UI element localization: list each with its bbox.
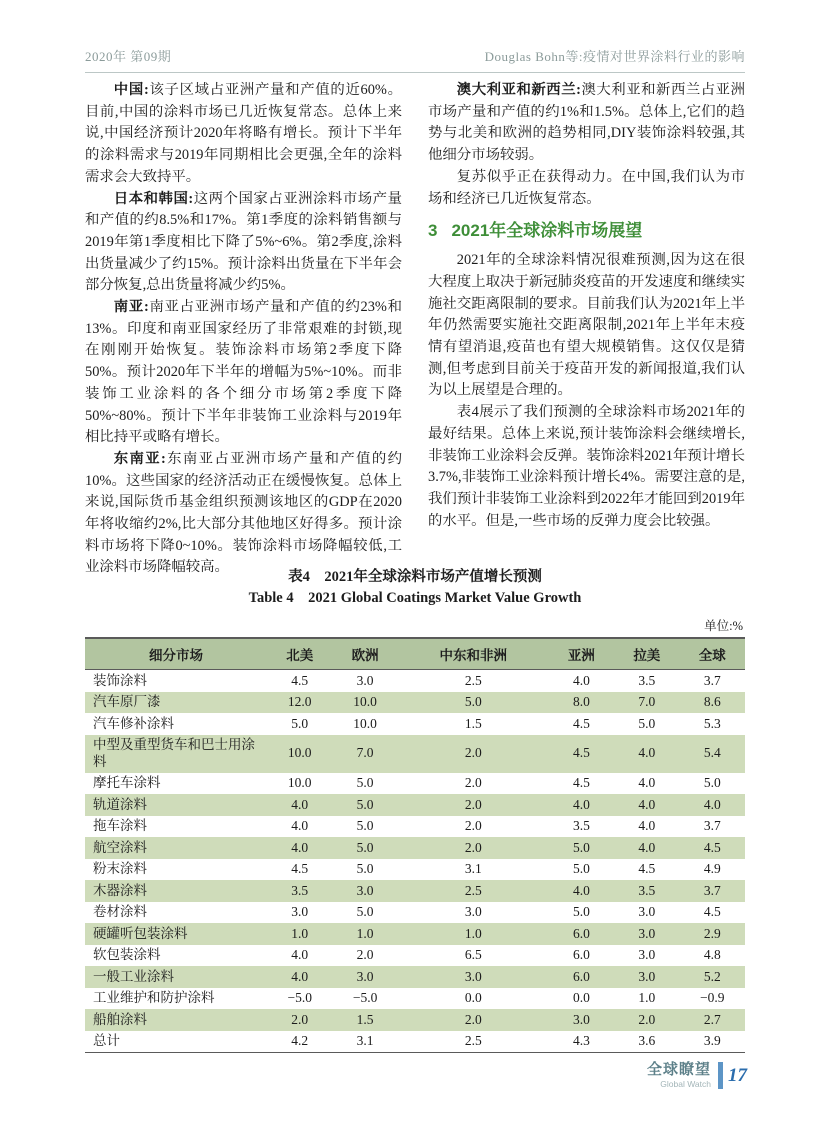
value-cell: 4.9 [703, 861, 721, 876]
paragraph-lead: 南亚: [113, 299, 149, 316]
value-cell: 5.0 [572, 861, 590, 876]
paragraph-outlook-2: 表4展示了我们预测的全球涂料市场2021年的最好结果。总体上来说,预计装饰涂料会继续增长,非装饰工业涂料会反弹。装饰涂料2021年预计增长3.7%,非装饰工业涂料预计增长4%。需要注意的是,我们预计非装饰工业涂料到2022年才能回到2019年的水平。但是,一些市场的反弹力度会比较强。 [428, 404, 745, 529]
value-cell: 10.0 [287, 775, 312, 790]
value-cell: 3.0 [638, 925, 656, 941]
value-cell: 3.0 [464, 968, 482, 984]
table-title-en: Table 4 2021 Global Coatings Market Value Growth [248, 590, 582, 606]
section-heading [428, 219, 745, 243]
left-column [85, 80, 402, 579]
value-cell: 5.0 [464, 694, 482, 709]
footer-brand-en: Global Watch [660, 1079, 711, 1090]
value-cell: 3.0 [356, 968, 374, 984]
paragraph-southeast-asia [85, 449, 402, 579]
segment-cell: 卷材涂料 [93, 904, 147, 919]
section-title: 2021年全球涂料市场展望 [451, 221, 643, 241]
value-cell: 4.0 [638, 796, 656, 812]
footer-accent-bar [718, 1062, 723, 1089]
value-cell: 4.5 [291, 861, 309, 876]
value-cell: 4.8 [703, 947, 721, 962]
paragraph-outlook-1: 2021年的全球涂料情况很难预测,因为这在很大程度上取决于新冠肺炎疫苗的开发速度和继续实施社交距离限制的要求。目前我们认为2021年上半年仍然需要实施社交距离限制,2021年上半年末疫情有望消退,疫苗也有望大规模销售。这仅仅是猜测,但考虑到目前关于疫苗开发的新闻报道,我们认为以上展望是合理的。 [428, 252, 745, 399]
footer-brand [647, 1062, 711, 1089]
value-cell: 5.2 [703, 968, 721, 984]
segment-cell: 轨道涂料 [93, 796, 147, 812]
page-number: 17 [728, 1064, 747, 1086]
value-cell: 10.0 [353, 694, 377, 709]
segment-cell: 硬罐听包装涂料 [93, 925, 188, 941]
value-cell: 1.0 [356, 925, 374, 941]
page-footer [647, 1062, 747, 1089]
value-cell: 7.0 [638, 694, 656, 709]
value-cell: 5.3 [703, 715, 721, 731]
value-cell: 4.0 [291, 796, 309, 812]
section-number: 3 [428, 221, 438, 241]
value-cell: 2.7 [703, 1011, 721, 1027]
value-cell: 6.0 [572, 947, 590, 962]
segment-cell: 船舶涂料 [93, 1011, 147, 1027]
paragraph-south-asia [85, 297, 402, 449]
segment-cell: 中型及重型货车和巴士用涂料 [93, 737, 255, 769]
value-cell: 5.0 [356, 818, 374, 833]
table-row [85, 735, 745, 773]
table-section [85, 568, 745, 1053]
value-cell: 4.5 [291, 672, 309, 688]
value-cell: 2.0 [464, 796, 482, 812]
value-cell: 3.0 [638, 904, 656, 919]
value-cell: −0.9 [700, 990, 725, 1005]
paragraph-text: 南亚占亚洲市场产量和产值的约23%和13%。印度和南亚国家经历了非常艰难的封锁,现在刚刚开始恢复。装饰涂料市场第2季度下降50%。预计2020年下半年的增幅为5%~10%。而非装饰工业涂料的各个细分市场第2季度下降50%~80%。预计下半年非装饰工业涂料与2019年相比持平或略有增长。 [85, 299, 402, 446]
segment-cell: 装饰涂料 [93, 672, 147, 688]
value-cell: 1.5 [356, 1011, 374, 1027]
table-body [85, 670, 745, 1053]
value-cell: 5.0 [356, 796, 374, 812]
value-cell: 3.0 [356, 672, 374, 688]
value-cell: 4.0 [638, 775, 656, 790]
segment-cell: 软包装涂料 [93, 947, 161, 962]
table-row [85, 880, 745, 902]
value-cell: 4.0 [638, 745, 656, 761]
table-row [85, 837, 745, 859]
value-cell: 2.0 [464, 839, 482, 855]
value-cell: 2.0 [291, 1011, 309, 1027]
paragraph-lead: 日本和韩国: [113, 190, 194, 207]
value-cell: 1.0 [464, 925, 482, 941]
segment-cell: 粉末涂料 [93, 861, 147, 876]
segment-cell: 工业维护和防护涂料 [93, 990, 215, 1005]
segment-cell: 木器涂料 [93, 882, 147, 898]
value-cell: 4.5 [572, 715, 590, 731]
paragraph-australia-nz [428, 80, 745, 167]
value-cell: 3.6 [638, 1033, 656, 1048]
page-header [85, 46, 745, 73]
value-cell: 0.0 [572, 990, 590, 1005]
value-cell: 4.5 [703, 904, 721, 919]
value-cell: 8.6 [703, 694, 721, 709]
paragraph-text: 东南亚占亚洲市场产量和产值的约10%。这些国家的经济活动正在缓慢恢复。总体上来说,国际货币基金组织预测该地区的GDP在2020年将收缩约2%,比大部分其他地区好得多。预计涂料市场将下降0~10%。装饰涂料市场降幅较低,工业涂料市场降幅较高。 [85, 450, 402, 576]
value-cell: 2.5 [464, 1033, 482, 1048]
value-cell: 10.0 [287, 745, 312, 761]
value-cell: 3.5 [291, 882, 309, 898]
value-cell: 5.0 [356, 839, 374, 855]
value-cell: 3.9 [703, 1033, 721, 1048]
value-cell: 4.0 [572, 882, 590, 898]
value-cell: 3.7 [703, 818, 721, 833]
value-cell: 3.0 [464, 904, 482, 919]
value-cell: 5.0 [703, 775, 721, 790]
value-cell: 3.7 [703, 882, 721, 898]
value-cell: 2.9 [703, 925, 721, 941]
value-cell: 4.5 [638, 861, 656, 876]
value-cell: 4.0 [291, 839, 309, 855]
segment-cell: 航空涂料 [93, 839, 147, 855]
segment-cell: 一般工业涂料 [93, 968, 174, 984]
table-row [85, 923, 745, 945]
value-cell: 5.0 [572, 904, 590, 919]
value-cell: 0.0 [464, 990, 482, 1005]
growth-table [85, 637, 745, 1053]
value-cell: 5.0 [356, 904, 374, 919]
paragraph-japan-korea [85, 189, 402, 298]
value-cell: 5.0 [356, 861, 374, 876]
value-cell: 1.5 [464, 715, 482, 731]
value-cell: 12.0 [287, 694, 312, 709]
value-cell: 3.0 [638, 947, 656, 962]
value-cell: 4.3 [572, 1033, 590, 1048]
value-cell: 3.1 [356, 1033, 374, 1048]
value-cell: 2.0 [464, 818, 482, 833]
value-cell: 10.0 [353, 715, 377, 731]
header-mea: 中东和非洲 [398, 638, 549, 670]
table-row [85, 773, 745, 795]
right-column [428, 80, 745, 579]
value-cell: 5.0 [356, 775, 374, 790]
paragraph-lead: 东南亚: [113, 450, 166, 467]
value-cell: 3.0 [572, 1011, 590, 1027]
table-header-row [85, 638, 745, 670]
header-asia: 亚洲 [549, 638, 614, 670]
table-unit-label: 单位:% [704, 619, 743, 633]
value-cell: 2.0 [464, 1011, 482, 1027]
value-cell: 4.5 [572, 775, 590, 790]
value-cell: 2.0 [356, 947, 374, 962]
value-cell: −5.0 [352, 990, 378, 1005]
value-cell: 3.0 [356, 882, 374, 898]
table-row [85, 713, 745, 735]
value-cell: 6.5 [464, 947, 482, 962]
paragraph-lead: 澳大利亚和新西兰: [456, 82, 581, 98]
table-row [85, 816, 745, 838]
table-row [85, 1009, 745, 1031]
value-cell: 3.5 [572, 818, 590, 833]
value-cell: 5.4 [703, 745, 721, 761]
value-cell: 2.5 [464, 882, 482, 898]
paragraph-text: 澳大利亚和新西兰占亚洲市场产量和产值的约1%和1.5%。总体上,它们的趋势与北美和欧洲的趋势相同,DIY装饰涂料较强,其他细分市场较弱。 [428, 82, 745, 164]
value-cell: 6.0 [572, 968, 590, 984]
table-row [85, 670, 745, 692]
segment-cell: 汽车原厂漆 [93, 694, 161, 709]
value-cell: 3.0 [291, 904, 309, 919]
table-header [85, 638, 745, 670]
value-cell: 1.0 [291, 925, 309, 941]
value-cell: 4.5 [572, 745, 590, 761]
running-title: Douglas Bohn等:疫情对世界涂料行业的影响 [484, 49, 745, 64]
segment-cell: 总计 [93, 1033, 120, 1048]
table-row [85, 1031, 745, 1053]
value-cell: 2.0 [638, 1011, 656, 1027]
segment-cell: 摩托车涂料 [93, 775, 161, 790]
value-cell: 4.0 [291, 968, 309, 984]
segment-cell: 汽车修补涂料 [93, 715, 174, 731]
value-cell: 3.1 [464, 861, 482, 876]
value-cell: 4.0 [703, 796, 721, 812]
paragraph-text: 该子区域占亚洲产量和产值的近60%。目前,中国的涂料市场已几近恢复常态。总体上来说,中国经济预计2020年将略有增长。预计下半年的涂料需求与2019年同期相比会更强,全年的涂料需求会大致持平。 [85, 82, 402, 185]
value-cell: 6.0 [572, 925, 590, 941]
header-north-america: 北美 [267, 638, 332, 670]
value-cell: 5.0 [291, 715, 309, 731]
segment-cell: 拖车涂料 [93, 818, 147, 833]
table-row [85, 988, 745, 1010]
value-cell: 4.0 [572, 672, 590, 688]
header-global: 全球 [680, 638, 745, 670]
value-cell: 7.0 [356, 745, 374, 761]
value-cell: 4.0 [638, 839, 656, 855]
value-cell: 1.0 [638, 990, 656, 1005]
value-cell: 4.0 [291, 947, 309, 962]
value-cell: 3.0 [638, 968, 656, 984]
footer-brand-zh: 全球瞭望 [646, 1061, 711, 1079]
paragraph-recovery: 复苏似乎正在获得动力。在中国,我们认为市场和经济已几近恢复常态。 [428, 168, 745, 207]
table-row [85, 945, 745, 967]
value-cell: 2.0 [464, 775, 482, 790]
value-cell: 3.7 [703, 672, 721, 688]
table-row [85, 859, 745, 881]
value-cell: 8.0 [572, 694, 590, 709]
value-cell: 2.0 [464, 745, 482, 761]
paragraph-text: 这两个国家占亚洲涂料市场产量和产值的约8.5%和17%。第1季度的涂料销售额与2019年第1季度相比下降了5%~6%。第2季度,涂料出货量减少了约15%。预计涂料出货量在下半年会部分恢复,总出货量将减少约5%。 [85, 190, 402, 294]
value-cell: −5.0 [287, 990, 312, 1005]
value-cell: 4.2 [291, 1033, 309, 1048]
value-cell: 3.5 [638, 882, 656, 898]
value-cell: 5.0 [572, 839, 590, 855]
value-cell: 4.0 [638, 818, 656, 833]
table-row [85, 692, 745, 714]
value-cell: 2.5 [464, 672, 482, 688]
table-title-zh: 表4 2021年全球涂料市场产值增长预测 [288, 569, 542, 585]
header-latam: 拉美 [614, 638, 679, 670]
table-row [85, 902, 745, 924]
value-cell: 4.5 [703, 839, 721, 855]
table-row [85, 966, 745, 988]
value-cell: 4.0 [572, 796, 590, 812]
header-segment: 细分市场 [85, 638, 267, 670]
paragraph-lead: 中国: [113, 82, 149, 98]
paragraph-china [85, 80, 402, 189]
value-cell: 3.5 [638, 672, 656, 688]
issue-label: 2020年 第09期 [85, 49, 172, 64]
header-europe: 欧洲 [332, 638, 397, 670]
table-row [85, 794, 745, 816]
value-cell: 4.0 [291, 818, 309, 833]
body-columns [85, 80, 745, 579]
value-cell: 5.0 [638, 715, 656, 731]
